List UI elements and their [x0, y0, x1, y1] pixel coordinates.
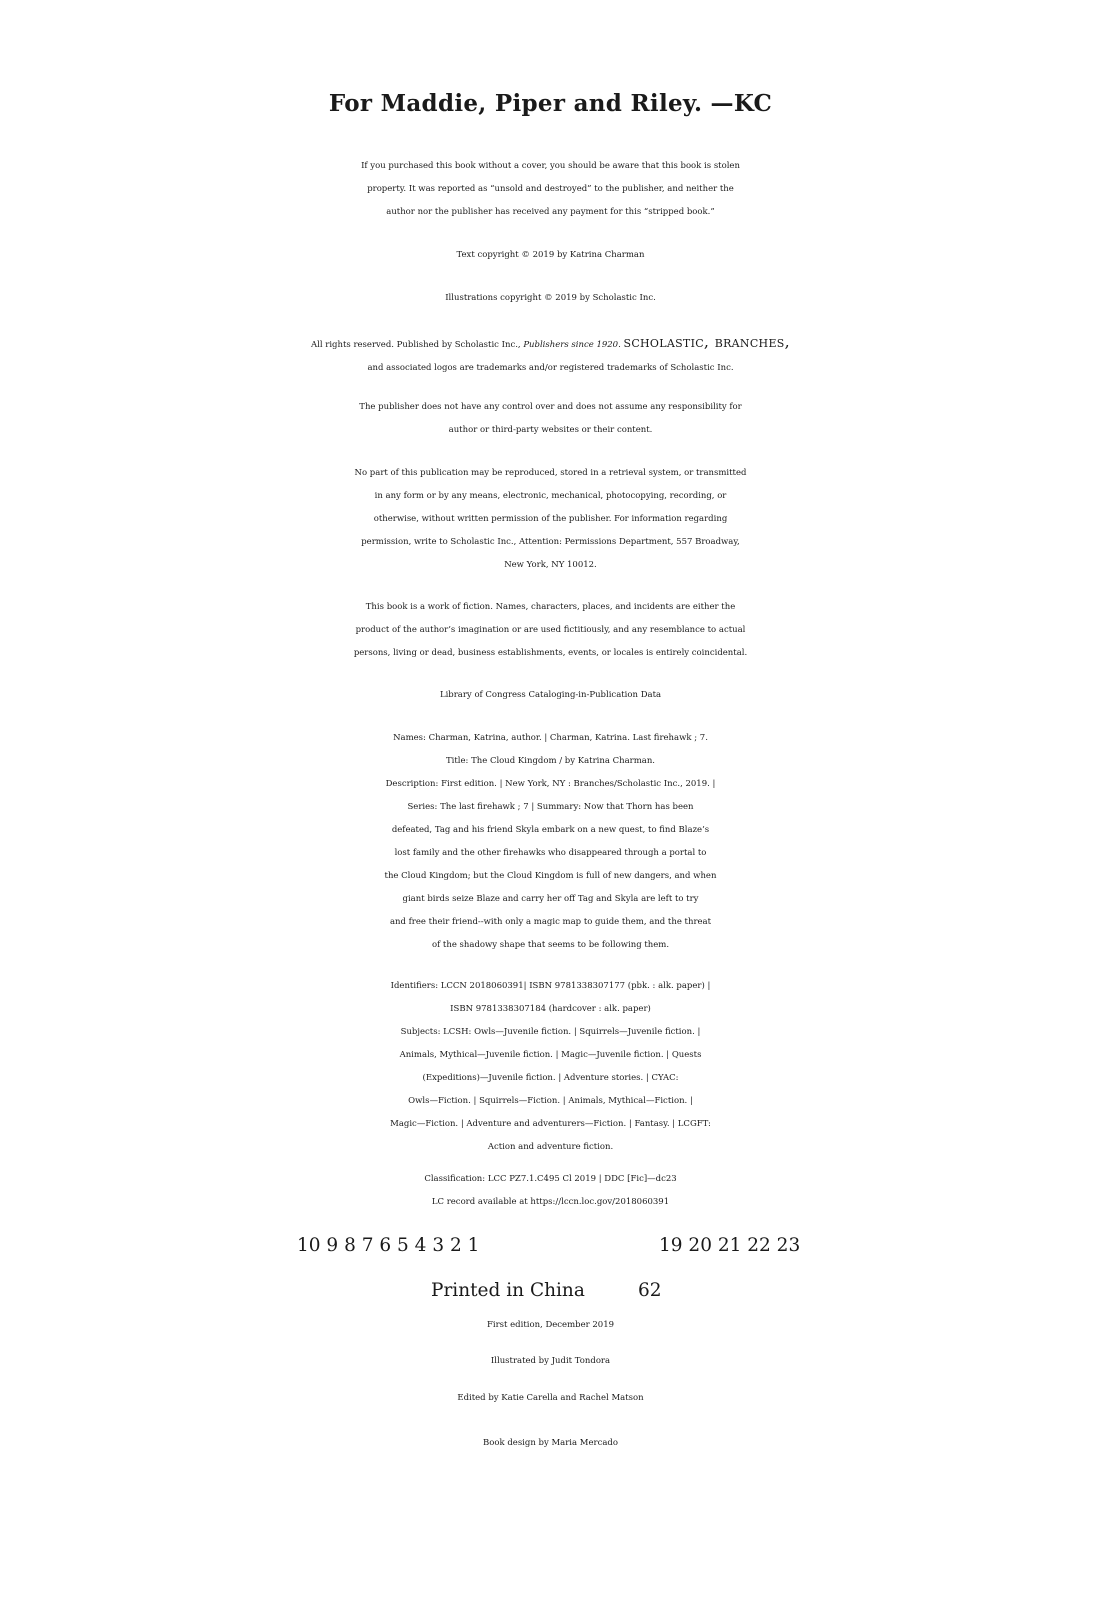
stripped-notice-line: author nor the publisher has received any payment for this “stripped book.”: [386, 207, 715, 217]
cip-line: lost family and the other firehawks who disappeared through a portal to: [394, 848, 707, 858]
cip-line: the Cloud Kingdom; but the Cloud Kingdom is full of new dangers, and when: [384, 871, 717, 881]
cip-line: Description: First edition. | New York, NY : Branches/Scholastic Inc., 2019. |: [385, 779, 716, 789]
fiction-notice: [0, 596, 1101, 665]
reproduction-line: No part of this publication may be reproduced, stored in a retrieval system, or transmitted: [354, 468, 747, 478]
cip-heading-line: Library of Congress Cataloging-in-Publication Data: [439, 690, 662, 700]
identifier-line: Identifiers: LCCN 2018060391| ISBN 9781338307177 (pbk. : alk. paper) |: [390, 981, 711, 991]
design-credit: [0, 1432, 1101, 1455]
rights-text: All rights reserved. Published by Scholastic Inc.,: [311, 340, 524, 350]
printed-in: [0, 1279, 1101, 1303]
fiction-line: product of the author’s imagination or are used fictitiously, and any resemblance to actual: [355, 625, 746, 635]
rights-line-1: [0, 330, 1101, 357]
stripped-notice-line: property. It was reported as “unsold and destroyed” to the publisher, and neither the: [367, 184, 734, 194]
text-copyright: [0, 244, 1101, 267]
reproduction-line: New York, NY 10012.: [504, 560, 597, 570]
trademark-names: scholastic, branches,: [623, 332, 790, 351]
illustrator-line: Illustrated by Judit Tondora: [490, 1356, 611, 1366]
rights-line-2: and associated logos are trademarks and/or registered trademarks of Scholastic Inc.: [367, 363, 734, 373]
identifier-line: ISBN 9781338307184 (hardcover : alk. paper): [450, 1004, 651, 1014]
subject-line: Owls—Fiction. | Squirrels—Fiction. | Animals, Mythical—Fiction. |: [408, 1096, 693, 1106]
illustrator-credit: [0, 1350, 1101, 1373]
subject-line: (Expeditions)—Juvenile fiction. | Adventure stories. | CYAC:: [422, 1073, 679, 1083]
responsibility-line: The publisher does not have any control over and does not assume any responsibility for: [359, 402, 742, 412]
publisher-motto: Publishers since 1920.: [523, 340, 621, 350]
edition-line: First edition, December 2019: [486, 1320, 615, 1330]
classification-line: Classification: LCC PZ7.1.C495 Cl 2019 | DDC [Fic]—dc23: [424, 1174, 677, 1184]
dedication: For Maddie, Piper and Riley. —KC: [328, 90, 773, 117]
reproduction-line: otherwise, without written permission of the publisher. For information regarding: [373, 514, 728, 524]
reproduction-line: permission, write to Scholastic Inc., Attention: Permissions Department, 557 Broadway,: [361, 537, 740, 547]
cip-line: giant birds seize Blaze and carry her off Tag and Skyla are left to try: [402, 894, 699, 904]
cip-record: [0, 727, 1101, 957]
cip-line: Title: The Cloud Kingdom / by Katrina Charman.: [445, 756, 656, 766]
responsibility-notice: [0, 396, 1101, 442]
reproduction-line: in any form or by any means, electronic, mechanical, photocopying, recording, or: [374, 491, 727, 501]
printing-numbers: [0, 1234, 1101, 1258]
year-line: 19 20 21 22 23: [659, 1235, 801, 1256]
editor-credit: [0, 1387, 1101, 1410]
stripped-book-notice: [0, 155, 1101, 224]
subject-line: Action and adventure fiction.: [487, 1142, 614, 1152]
editor-line: Edited by Katie Carella and Rachel Matson: [457, 1393, 644, 1403]
subject-line: Magic—Fiction. | Adventure and adventurers—Fiction. | Fantasy. | LCGFT:: [390, 1119, 711, 1129]
edition: [0, 1314, 1101, 1337]
identifiers-subjects: [0, 975, 1101, 1159]
subject-line: Animals, Mythical—Juvenile fiction. | Magic—Juvenile fiction. | Quests: [399, 1050, 702, 1060]
cip-line: defeated, Tag and his friend Skyla embark on a new quest, to find Blaze’s: [391, 825, 710, 835]
stripped-notice-line: If you purchased this book without a cover, you should be aware that this book is stolen: [361, 161, 740, 171]
printed-in-country: Printed in China: [431, 1280, 585, 1301]
text-copyright-line: Text copyright © 2019 by Katrina Charman: [456, 250, 645, 260]
cip-line: Series: The last firehawk ; 7 | Summary: Now that Thorn has been: [407, 802, 694, 812]
cip-line: Names: Charman, Katrina, author. | Charman, Katrina. Last firehawk ; 7.: [393, 733, 708, 743]
subject-line: Subjects: LCSH: Owls—Juvenile fiction. | Squirrels—Juvenile fiction. |: [400, 1027, 701, 1037]
fiction-line: persons, living or dead, business establishments, events, or locales is entirely coincidental.: [353, 648, 748, 658]
cip-heading: [0, 684, 1101, 707]
illustrations-copyright-line: Illustrations copyright © 2019 by Scholastic Inc.: [445, 293, 656, 303]
lc-record-line: LC record available at https://lccn.loc.gov/2018060391: [431, 1197, 670, 1207]
rights-statement: [0, 330, 1101, 380]
classification: [0, 1168, 1101, 1214]
design-line: Book design by Maria Mercado: [483, 1438, 618, 1448]
printer-code: 62: [638, 1280, 662, 1301]
cip-line: and free their friend--with only a magic map to guide them, and the threat: [389, 917, 712, 927]
print-line: 10 9 8 7 6 5 4 3 2 1: [297, 1235, 480, 1256]
cip-line: of the shadowy shape that seems to be following them.: [431, 940, 670, 950]
responsibility-line: author or third-party websites or their content.: [448, 425, 653, 435]
reproduction-notice: [0, 462, 1101, 577]
fiction-line: This book is a work of fiction. Names, characters, places, and incidents are either the: [365, 602, 736, 612]
illustrations-copyright: [0, 287, 1101, 310]
